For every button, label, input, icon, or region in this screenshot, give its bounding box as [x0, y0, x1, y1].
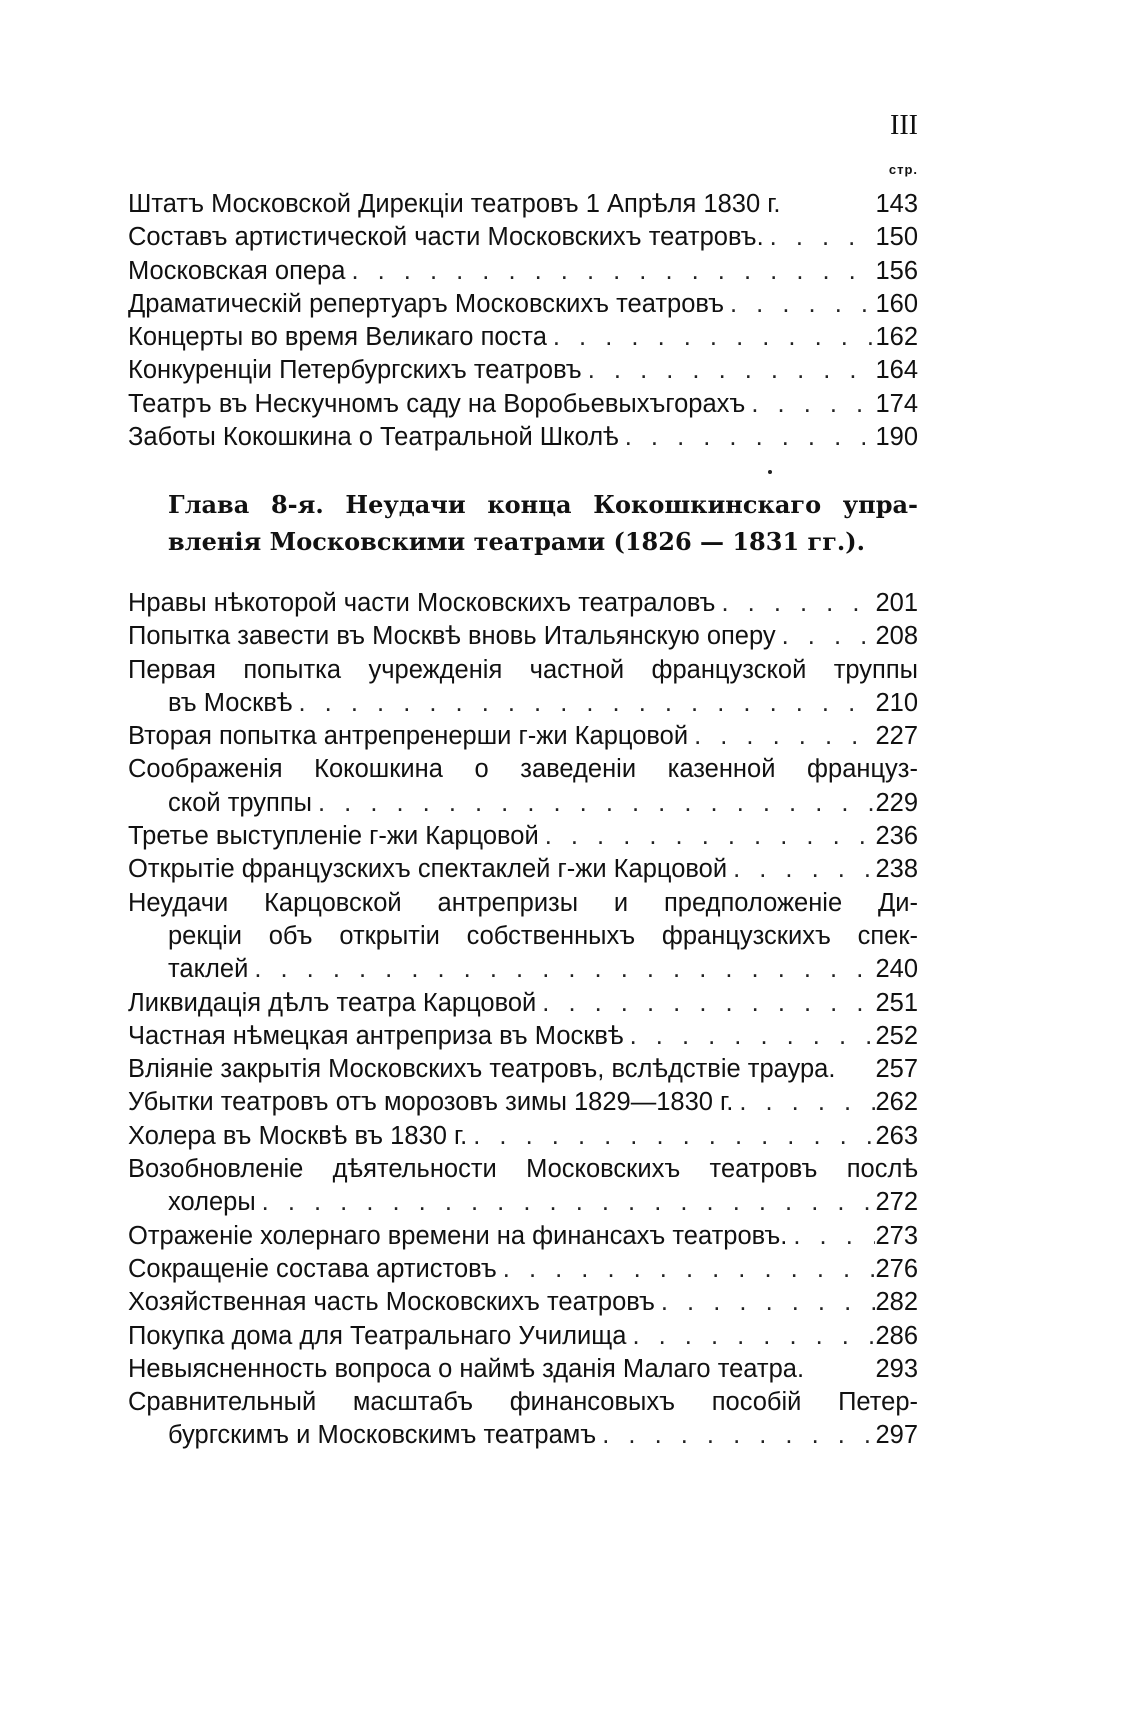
- toc-entry: [128, 853, 918, 886]
- toc-entry-title: бургскимъ и Московскимъ театрамъ: [168, 1421, 597, 1450]
- toc-entry: [128, 221, 918, 254]
- toc-entry: [128, 654, 918, 721]
- toc-entry-page: 293: [875, 1354, 918, 1383]
- toc-entry-page: 252: [875, 1021, 918, 1050]
- toc-entry-title: Покупка дома для Театральнаго Училища: [128, 1321, 627, 1350]
- toc-entry-title: Сокращеніе состава артистовъ: [128, 1254, 497, 1283]
- chapter-heading-line-1: Глава 8-я. Неудачи конца Кокошкинскаго упра-: [168, 490, 918, 519]
- toc-entry-page: 208: [875, 622, 918, 651]
- dot-leader: [688, 720, 875, 753]
- toc-entry-page: 160: [875, 289, 918, 318]
- dot-leader: [655, 1286, 876, 1319]
- dot-leader: [619, 421, 876, 454]
- toc-entry: [128, 188, 918, 221]
- toc-entry-page: 263: [875, 1121, 918, 1150]
- chapter-heading-line-2: вленія Московскими театрами (1826 — 1831 гг.).: [168, 527, 865, 556]
- dot-leader: [733, 1086, 875, 1119]
- toc-entry-title: Неудачи Карцовской антрепризы и предположеніе Ди-: [128, 888, 918, 917]
- dot-leader: [724, 288, 875, 321]
- toc-entry-page: 297: [875, 1421, 918, 1450]
- dot-leader: [582, 354, 876, 387]
- toc-entry-title: таклей: [168, 955, 249, 984]
- toc-entry-title: Убытки театровъ отъ морозовъ зимы 1829—1830 г.: [128, 1088, 734, 1117]
- toc-entry-page: 236: [875, 822, 918, 851]
- toc-entry: [128, 620, 918, 653]
- dot-leader: [727, 853, 875, 886]
- toc-entry-page: 201: [875, 589, 918, 617]
- ink-dot: [768, 470, 772, 474]
- toc-entry-title: въ Москвѣ: [168, 688, 293, 717]
- toc-entry-title: Открытіе французскихъ спектаклей г-жи Карцовой: [128, 855, 728, 884]
- toc-entry: [128, 1220, 918, 1253]
- toc-entry: [128, 1286, 918, 1319]
- dot-leader: [536, 987, 875, 1020]
- toc-section-a: [128, 188, 918, 454]
- toc-entry-page: 286: [875, 1321, 918, 1350]
- toc-entry-title: Вліяніе закрытія Московскихъ театровъ, вслѣдствіе траура.: [128, 1055, 836, 1084]
- toc-entry-title: Частная нѣмецкая антреприза въ Москвѣ: [128, 1021, 624, 1050]
- toc-entry: [128, 1086, 918, 1119]
- page-column-label: стр.: [888, 162, 918, 177]
- toc-entry-page: 238: [875, 855, 918, 884]
- toc-entry-title: Сравнительный масштабъ финансовыхъ пособій Петер-: [128, 1388, 918, 1417]
- toc-entry-title: Вторая попытка антрепренерши г-жи Карцовой: [128, 722, 689, 751]
- dot-leader: [716, 587, 876, 620]
- toc-entry-title: Попытка завести въ Москвѣ вновь Итальянскую оперу: [128, 622, 776, 651]
- toc-entry-title: Нравы нѣкоторой части Московскихъ театраловъ: [128, 589, 716, 617]
- toc-entry-title: Концерты во время Великаго поста: [128, 323, 547, 352]
- toc-entry-title: Соображенія Кокошкина о заведеніи казенной француз-: [128, 755, 918, 784]
- dot-leader: [293, 687, 876, 720]
- toc-entry: [128, 354, 918, 387]
- toc-entry-title: Возобновленіе дѣятельности Московскихъ театровъ послѣ: [128, 1155, 918, 1184]
- toc-entry: [128, 720, 918, 753]
- toc-entry-title: Драматическій репертуаръ Московскихъ театровъ: [128, 289, 725, 318]
- toc-entry: [128, 1353, 918, 1386]
- toc-entry: [128, 887, 918, 987]
- dot-leader: [764, 221, 876, 254]
- dot-leader: [497, 1253, 876, 1286]
- toc-entry-title: Московская опера: [128, 256, 346, 285]
- dot-leader: [312, 787, 875, 820]
- toc-entry-title: Штатъ Московской Дирекціи театровъ 1 Апрѣля 1830 г.: [128, 190, 781, 218]
- toc-entry: [128, 753, 918, 820]
- dot-leader: [345, 255, 875, 288]
- toc-entry-page: 273: [875, 1221, 918, 1250]
- toc-entry-title: Отраженіе холернаго времени на финансахъ театровъ.: [128, 1221, 788, 1250]
- toc-entry-title: Ликвидація дѣлъ театра Карцовой: [128, 988, 537, 1017]
- chapter-heading: [168, 486, 918, 560]
- dot-leader: [596, 1419, 875, 1452]
- toc-entry: [128, 388, 918, 421]
- toc-entry-page: 164: [875, 356, 918, 385]
- dot-leader: [467, 1120, 875, 1153]
- toc-entry-page: 240: [875, 955, 918, 984]
- toc-entry-title: холеры: [168, 1188, 256, 1217]
- toc-entry-page: 210: [875, 688, 918, 717]
- dot-leader: [248, 953, 875, 986]
- toc-entry: [128, 987, 918, 1020]
- toc-entry: [128, 1153, 918, 1220]
- toc-entry-title: Холера въ Москвѣ въ 1830 г.: [128, 1121, 468, 1150]
- toc-entry-title: Хозяйственная часть Московскихъ театровъ: [128, 1288, 655, 1317]
- toc-entry-page: 174: [875, 389, 918, 418]
- toc-entry-title: Первая попытка учрежденія частной французской труппы: [128, 655, 918, 684]
- toc-entry-page: 156: [875, 256, 918, 285]
- dot-leader: [256, 1186, 876, 1219]
- dot-leader: [624, 1020, 876, 1053]
- toc-entry-page: 229: [875, 788, 918, 817]
- toc-entry: [128, 255, 918, 288]
- toc-entry-page: 227: [875, 722, 918, 751]
- toc-entry: [128, 1020, 918, 1053]
- toc-entry-title: Театръ въ Нескучномъ саду на Воробьевыхъгорахъ: [128, 389, 746, 418]
- toc-entry: [128, 820, 918, 853]
- dot-leader: [776, 620, 876, 653]
- toc-entry-page: 162: [875, 323, 918, 352]
- toc-entry: [128, 288, 918, 321]
- toc-entry-page: 190: [875, 423, 918, 452]
- dot-leader: [787, 1220, 875, 1253]
- dot-leader: [547, 321, 876, 354]
- toc-entry-title: Заботы Кокошкина о Театральной Школѣ: [128, 423, 619, 452]
- toc-entry: [128, 1120, 918, 1153]
- toc-entry-page: 251: [875, 988, 918, 1017]
- toc-entry: [128, 1253, 918, 1286]
- toc-entry: [128, 321, 918, 354]
- toc-entry-title: ской труппы: [168, 788, 312, 817]
- toc-entry-page: 276: [875, 1254, 918, 1283]
- page-number: III: [890, 110, 918, 141]
- dot-leader: [539, 820, 876, 853]
- toc-entry-title: Невыясненность вопроса о наймѣ зданія Малаго театра.: [128, 1354, 805, 1383]
- toc-entry-page: 262: [875, 1088, 918, 1117]
- toc-entry-title: рекціи объ открытіи собственныхъ французскихъ спек-: [168, 921, 918, 950]
- toc-entry-title: Конкуренціи Петербургскихъ театровъ: [128, 356, 582, 385]
- toc-entry-page: 257: [875, 1055, 918, 1084]
- toc-entry-title: Третье выступленіе г-жи Карцовой: [128, 822, 539, 851]
- toc-entry-page: 143: [875, 190, 918, 218]
- toc-entry: [128, 421, 918, 454]
- dot-leader: [626, 1320, 875, 1353]
- toc-section-b: [128, 587, 918, 1453]
- toc-entry-page: 282: [875, 1288, 918, 1317]
- toc-entry: [128, 1386, 918, 1453]
- toc-entry-title: Составъ артистической части Московскихъ театровъ.: [128, 223, 764, 252]
- toc-entry-page: 150: [875, 223, 918, 252]
- toc-entry-page: 272: [875, 1188, 918, 1217]
- dot-leader: [745, 388, 875, 421]
- toc-entry: [128, 587, 918, 620]
- toc-entry: [128, 1320, 918, 1353]
- toc-entry: [128, 1053, 918, 1086]
